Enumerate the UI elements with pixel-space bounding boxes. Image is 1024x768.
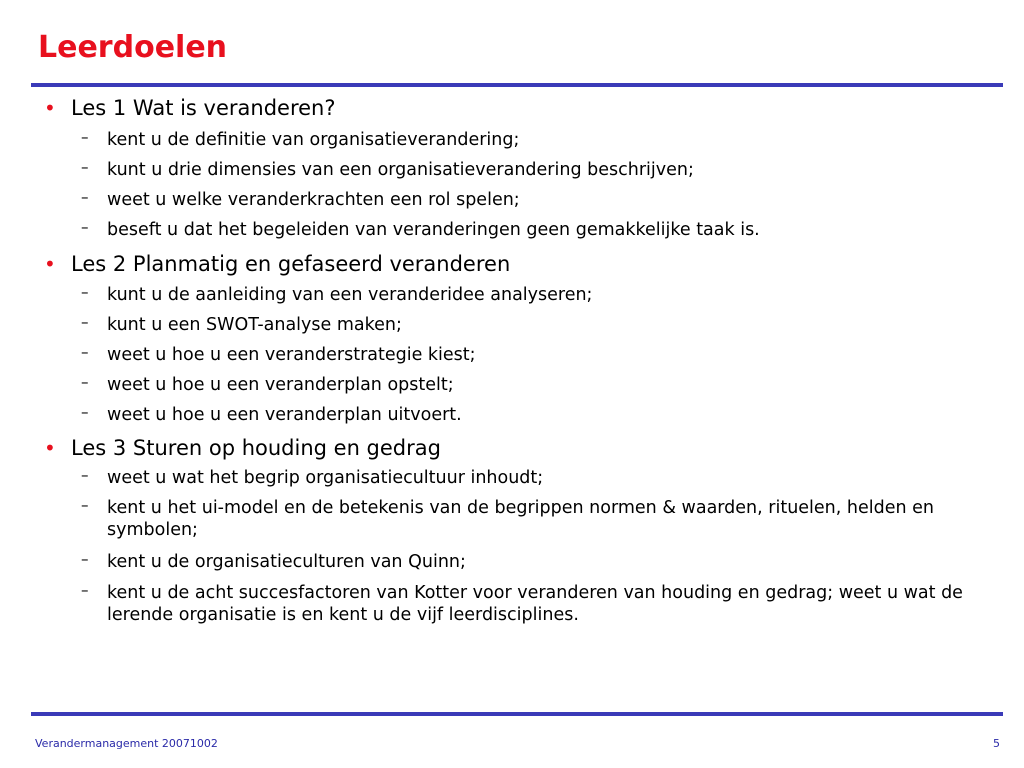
list-item-text: weet u wat het begrip organisatiecultuur inhoudt; — [107, 468, 544, 488]
dash-icon: – — [81, 403, 89, 421]
list-item-text: kent u de organisatieculturen van Quinn; — [107, 552, 466, 572]
list-item-text: kunt u de aanleiding van een veranderidee analyseren; — [107, 285, 593, 305]
footer-presentation-title: Verandermanagement 20071002 — [35, 737, 218, 750]
dash-icon: – — [81, 466, 89, 484]
list-item-text: weet u hoe u een veranderplan opstelt; — [107, 375, 454, 395]
slide-title: Leerdoelen — [38, 30, 228, 65]
dash-icon: – — [81, 188, 89, 206]
dash-icon: – — [81, 343, 89, 361]
list-item-text: weet u hoe u een veranderstrategie kiest; — [107, 345, 476, 365]
bullet-icon: • — [44, 252, 56, 276]
list-item-text: beseft u dat het begeleiden van veranderingen geen gemakkelijke taak is. — [107, 220, 760, 240]
list-item-text: kent u de definitie van organisatieverandering; — [107, 130, 520, 150]
list-item-text: kunt u drie dimensies van een organisatieverandering beschrijven; — [107, 160, 694, 180]
list-item-text: kent u de acht succesfactoren van Kotter voor veranderen van houding en gedrag; weet u wat de lerende organisatie is en kent u de vijf leerdisciplines. — [107, 583, 963, 625]
dash-icon: – — [81, 218, 89, 236]
section-label: Les 1 Wat is veranderen? — [71, 96, 336, 120]
dash-icon: – — [81, 373, 89, 391]
dash-icon: – — [81, 550, 89, 568]
list-item-text: kent u het ui-model en de betekenis van de begrippen normen & waarden, rituelen, helden en symbolen; — [107, 498, 935, 540]
section-label: Les 3 Sturen op houding en gedrag — [71, 436, 441, 460]
list-item-text: kunt u een SWOT-analyse maken; — [107, 315, 402, 335]
list-item-text: weet u welke veranderkrachten een rol spelen; — [107, 190, 520, 210]
dash-icon: – — [81, 581, 89, 599]
dash-icon: – — [81, 128, 89, 146]
list-item-text: weet u hoe u een veranderplan uitvoert. — [107, 405, 462, 425]
section-label: Les 2 Planmatig en gefaseerd veranderen — [71, 252, 511, 276]
page-number: 5 — [993, 737, 1000, 750]
dash-icon: – — [81, 313, 89, 331]
dash-icon: – — [81, 496, 89, 514]
footer-divider — [31, 712, 1003, 716]
dash-icon: – — [81, 158, 89, 176]
dash-icon: – — [81, 283, 89, 301]
bullet-icon: • — [44, 436, 56, 460]
bullet-icon: • — [44, 96, 56, 120]
